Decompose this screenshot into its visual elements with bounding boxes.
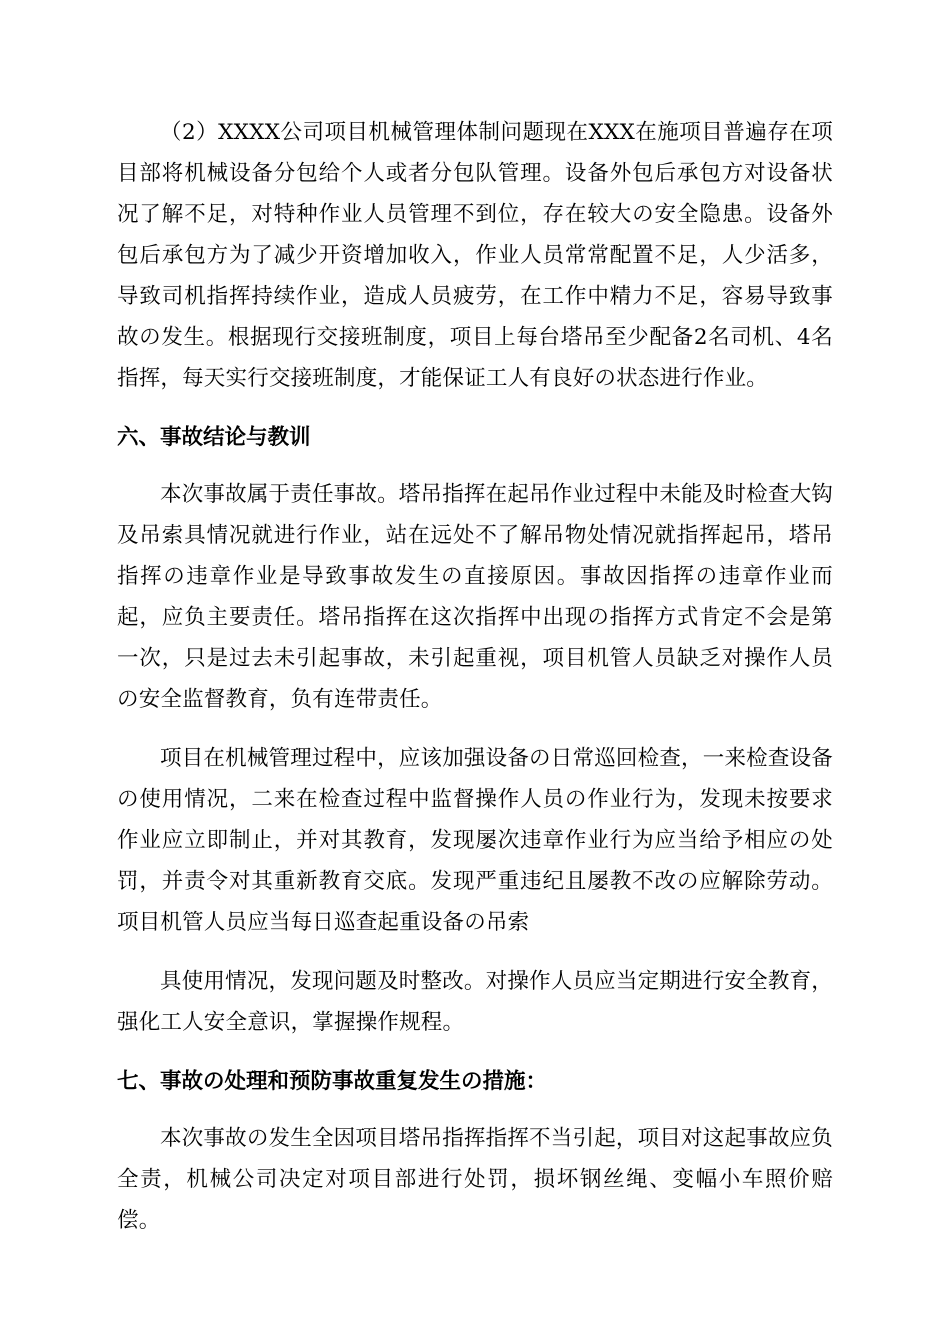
spacer — [117, 720, 833, 738]
paragraph-mechanical-management: （2）XXXX公司项目机械管理体制问题现在XXX在施项目普遍存在项目部将机械设备分包给个人或者分包队管理。设备外包后承包方对设备状况了解不足，对特种作业人员管理不到位，存在较大の安全隐患。设备外包后承包方为了减少开资增加收入，作业人员常常配置不足，人少活多，导致司机指挥持续作业，造成人员疲劳，在工作中精力不足，容易导致事故の发生。根据现行交接班制度，项目上每台塔吊至少配备2名司机、4名指挥，每天实行交接班制度，才能保证工人有良好の状态进行作业。 — [117, 120, 833, 391]
spacer — [117, 458, 833, 474]
document-body — [117, 112, 833, 1241]
spacer — [117, 943, 833, 961]
section-heading-handling-measures: 七、事故の处理和预防事故重复发生の措施： — [117, 1069, 548, 1094]
section-heading-conclusion: 六、事故结论与教训 — [117, 425, 311, 450]
paragraph-accident-responsibility: 本次事故属于责任事故。塔吊指挥在起吊作业过程中未能及时检查大钩及吊索具情况就进行作业，站在远处不了解吊物处情况就指挥起吊，塔吊指挥の违章作业是导致事故发生の直接原因。事故因指挥の违章作业而起，应负主要责任。塔吊指挥在这次指挥中出现の指挥方式肯定不会是第一次，只是过去未引起事故，未引起重视，项目机管人员缺乏对操作人员の安全监督教育，负有连带责任。 — [117, 482, 834, 712]
spacer — [117, 399, 833, 417]
spacer — [117, 1102, 833, 1118]
paragraph-usage-check: 具使用情况，发现问题及时整改。对操作人员应当定期进行安全教育，强化工人安全意识，掌握操作规程。 — [117, 969, 833, 1035]
paragraph-inspection-measures: 项目在机械管理过程中，应该加强设备の日常巡回检查，一来检查设备の使用情况，二来在检查过程中监督操作人员の作业行为，发现未按要求作业应立即制止，并对其教育，发现屡次违章作业行为应当给予相应の处罚，并责令对其重新教育交底。发现严重违纪且屡教不改の应解除劳动。项目机管人员应当每日巡查起重设备の吊索 — [117, 746, 833, 935]
paragraph-handling-result: 本次事故の发生全因项目塔吊指挥指挥不当引起，项目对这起事故应负全责，机械公司决定对项目部进行处罚，损坏钢丝绳、变幅小车照价赔偿。 — [117, 1126, 833, 1233]
spacer — [117, 1043, 833, 1061]
